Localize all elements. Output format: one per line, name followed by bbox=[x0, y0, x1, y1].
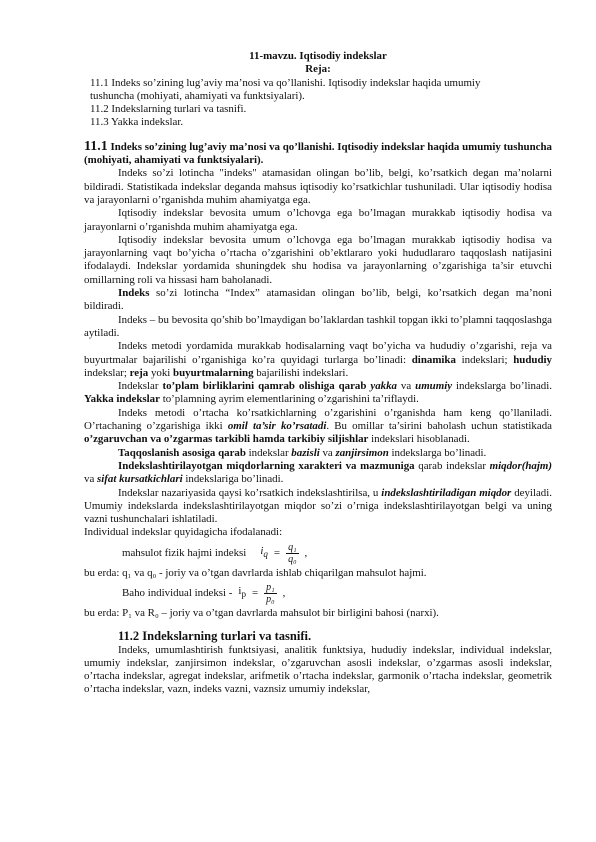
formula-end: , bbox=[282, 586, 286, 599]
fraction-numerator: p₁ bbox=[266, 581, 275, 593]
text: Indekslar bbox=[118, 380, 163, 393]
paragraph: Indeks so’zi lotincha "indeks" atamasidan olingan bo’lib, belgi, ko’rsatkich degan ma’nolarni bildiradi. Statistikada indekslar deganda mahsus iqtisodiy ko’rsatkichlar tushuniladi. Ular iqtisodiy hodisa va jarayonlarni o’rganishda muhim ahamiyatga ega. bbox=[84, 167, 552, 206]
bold-italic-term: sifat kursatkichlari bbox=[97, 473, 183, 486]
formula-label: mahsulot fizik hajmi indeksi bbox=[122, 546, 247, 559]
plan-item: 11.2 Indekslarning turlari va tasnifi. bbox=[90, 103, 247, 116]
bold-term: reja bbox=[129, 366, 149, 379]
plan-list bbox=[84, 77, 552, 130]
text: indekslar bbox=[245, 446, 292, 459]
bold-term: Taqqoslanish asosiga qarab bbox=[118, 446, 246, 459]
bold-italic-term: bazisli bbox=[291, 446, 320, 459]
bold-term: to’plam birliklarini qamrab olishiga qarab bbox=[162, 380, 371, 393]
bold-italic-term: zanjirsimon bbox=[335, 446, 389, 459]
bold-term: buyurtmalarning bbox=[173, 366, 254, 379]
paragraph bbox=[84, 340, 552, 380]
section-heading-11-2: 11.2 Indekslarning turlari va tasnifi. bbox=[118, 629, 312, 644]
text: to’plamning ayrim elementlarining o’zgarishini ta’riflaydi. bbox=[159, 393, 419, 406]
plan-item: 11.1 Indeks so’zining lug’aviy ma’nosi va qo’llanishi. Iqtisodiy indekslar haqida umumiy bbox=[90, 76, 481, 89]
formula-label: Baho individual indeksi - bbox=[122, 586, 233, 599]
formula-subscript: q bbox=[263, 549, 268, 560]
formula-volume-index bbox=[84, 542, 552, 565]
bold-italic-term: miqdor(hajm) bbox=[489, 459, 552, 472]
text: indekslarga bo’linadi. bbox=[388, 446, 487, 459]
text: va bbox=[84, 473, 98, 486]
plan-heading: Reja: bbox=[305, 63, 331, 76]
formula-equals: = bbox=[251, 586, 259, 599]
plan-item: 11.3 Yakka indekslar. bbox=[90, 116, 184, 129]
paragraph bbox=[84, 460, 552, 487]
paragraph: Individual indekslar quyidagicha ifodalanadi: bbox=[84, 526, 283, 539]
paragraph: Indeks – bu bevosita qo’shib bo’lmaydigan bo’laklardan tashkil topgan ikki to’plamni taqqoslashga aytiladi. bbox=[84, 313, 552, 339]
bold-italic-term: omil ta’sir ko’rsatadi bbox=[227, 420, 327, 433]
formula-fraction bbox=[286, 542, 298, 565]
text: Indekslar nazariyasida qaysi ko’rsatkich indekslashtirilsa, u bbox=[118, 486, 382, 499]
bold-term: o’zgaruvchan va o’zgarmas tarkibli hamda tarkibiy siljishlar bbox=[84, 433, 369, 446]
text: Indeks metodi o’rtacha ko’rsatkichlarning o’zgarishini o’rganishda ham keng qo’llaniladi. O’rtachaning o’zgarishiga ikki bbox=[84, 406, 552, 433]
text: qarab indekslar bbox=[414, 459, 490, 472]
text: Indeks metodi yordamida murakkab hodisalarning vaqt bo’yicha va hududiy o’zgarishi, reja va buyurtmalar bajarilishi o’rganishiga ko’ra quyidagi turlarga bo’linadi: bbox=[84, 340, 552, 366]
formula-symbol: i bbox=[260, 544, 264, 557]
text: bajarilishi indekslari. bbox=[253, 366, 349, 379]
text: . Bu omillar ta’sirini baholash uchun statistikada bbox=[326, 420, 552, 433]
paragraph bbox=[84, 287, 552, 314]
bold-term: hududiy bbox=[513, 353, 552, 366]
bold-term: dinamika bbox=[411, 353, 456, 366]
formula-fraction bbox=[264, 582, 276, 605]
paragraph: bu erda: q₁ va q₀ - joriy va o’tgan davrlarda ishlab chiqarilgan mahsulot hajmi. bbox=[84, 566, 427, 579]
formula-price-index bbox=[84, 582, 552, 605]
text: indekslar; bbox=[84, 366, 130, 379]
text: indekslariga bo’linadi. bbox=[182, 473, 284, 486]
text: so’zi lotincha “Index” atamasidan olingan bo’lib, belgi, ko’rsatkich degan ma’noni bildiradi. bbox=[84, 287, 552, 313]
bold-italic-term: yakka bbox=[370, 380, 397, 393]
text: indekslari; bbox=[455, 353, 514, 366]
paragraph bbox=[84, 487, 552, 527]
section-number: 11.1 bbox=[84, 138, 108, 154]
paragraph: Indeks, umumlashtirish funktsiyasi, analitik funktsiya, hududiy indekslar, individual indekslar, umumiy indekslar, zanjirsimon indekslar, o’zgaruvchan asosli indekslar, o’zgarmas asosli indekslar, o’rtacha indekslar, agregat indekslar, arifmetik o’rtacha indekslar, garmonik o’rtacha indekslar, geometrik o’rtacha indekslar, vazn, indeks vazni, vaznsiz umumiy indekslar, bbox=[84, 643, 552, 696]
formula-end: , bbox=[304, 546, 308, 559]
bold-italic-term: indekslashtiriladigan miqdor bbox=[381, 486, 512, 499]
formula-lhs bbox=[238, 585, 246, 601]
bold-term: Yakka indekslar bbox=[84, 393, 160, 406]
paragraph bbox=[84, 407, 552, 447]
paragraph: Iqtisodiy indekslar bevosita umum o’lchovga ega bo’lmagan murakkab iqtisodiy hodisa va jarayonlarning vaqt bo’yicha o’rtacha o’zgarishini ob’ektlararo yoki hududlararo taqqoslash natijasini ifodalaydi. Indekslar yordamida shuningdek shu hodisa va jarayonlarning o’zgarishiga ta’sir etuvchi omillarning roli va hissasi ham baholanadi. bbox=[84, 233, 552, 286]
paragraph: Iqtisodiy indekslar bevosita umum o’lchovga ega bo’lmagan murakkab iqtisodiy hodisa va jarayonlarni o’rganishda muhim ahamiyatga ega. bbox=[84, 207, 552, 233]
paragraph bbox=[84, 380, 552, 407]
text: indekslarga bo’linadi. bbox=[452, 380, 552, 393]
text: deyiladi. Umumiy indekslarda indekslashtirilayotgan miqdor so’zi o’rniga indekslashtirilayotgan belgi va uning vazni tushunchalari ishlatiladi. bbox=[84, 486, 553, 526]
fraction-denominator: p₀ bbox=[266, 593, 275, 605]
bold-italic-term: umumiy bbox=[415, 380, 453, 393]
formula-subscript: p bbox=[241, 589, 246, 600]
document-title: 11-mavzu. Iqtisodiy indekslar bbox=[249, 50, 387, 62]
fraction-numerator: q₁ bbox=[288, 541, 297, 553]
section-heading-11-1 bbox=[84, 140, 552, 168]
formula-equals: = bbox=[273, 546, 281, 559]
text: yoki bbox=[148, 366, 174, 379]
section-title: Indeks so’zining lug’aviy ma’nosi va qo’llanishi. Iqtisodiy indekslar haqida umumiy tushuncha (mohiyati, ahamiyati va funktsiyalari). bbox=[84, 140, 552, 167]
paragraph bbox=[84, 447, 552, 460]
plan-item: tushuncha (mohiyati, ahamiyati va funktsiyalari). bbox=[90, 89, 305, 102]
fraction-denominator: q₀ bbox=[288, 553, 297, 565]
bold-term: Indekslashtirilayotgan miqdorlarning xarakteri va mazmuniga bbox=[118, 459, 415, 472]
formula-lhs bbox=[260, 545, 268, 561]
text: indekslari hisoblanadi. bbox=[368, 433, 470, 446]
text: va bbox=[396, 380, 416, 393]
paragraph: bu erda: P₁ va R₀ – joriy va o’tgan davrlarda mahsulot bir birligini bahosi (narxi). bbox=[84, 606, 439, 619]
bold-term: Indeks bbox=[118, 287, 150, 300]
formula-symbol: i bbox=[238, 585, 242, 598]
text: va bbox=[319, 446, 336, 459]
